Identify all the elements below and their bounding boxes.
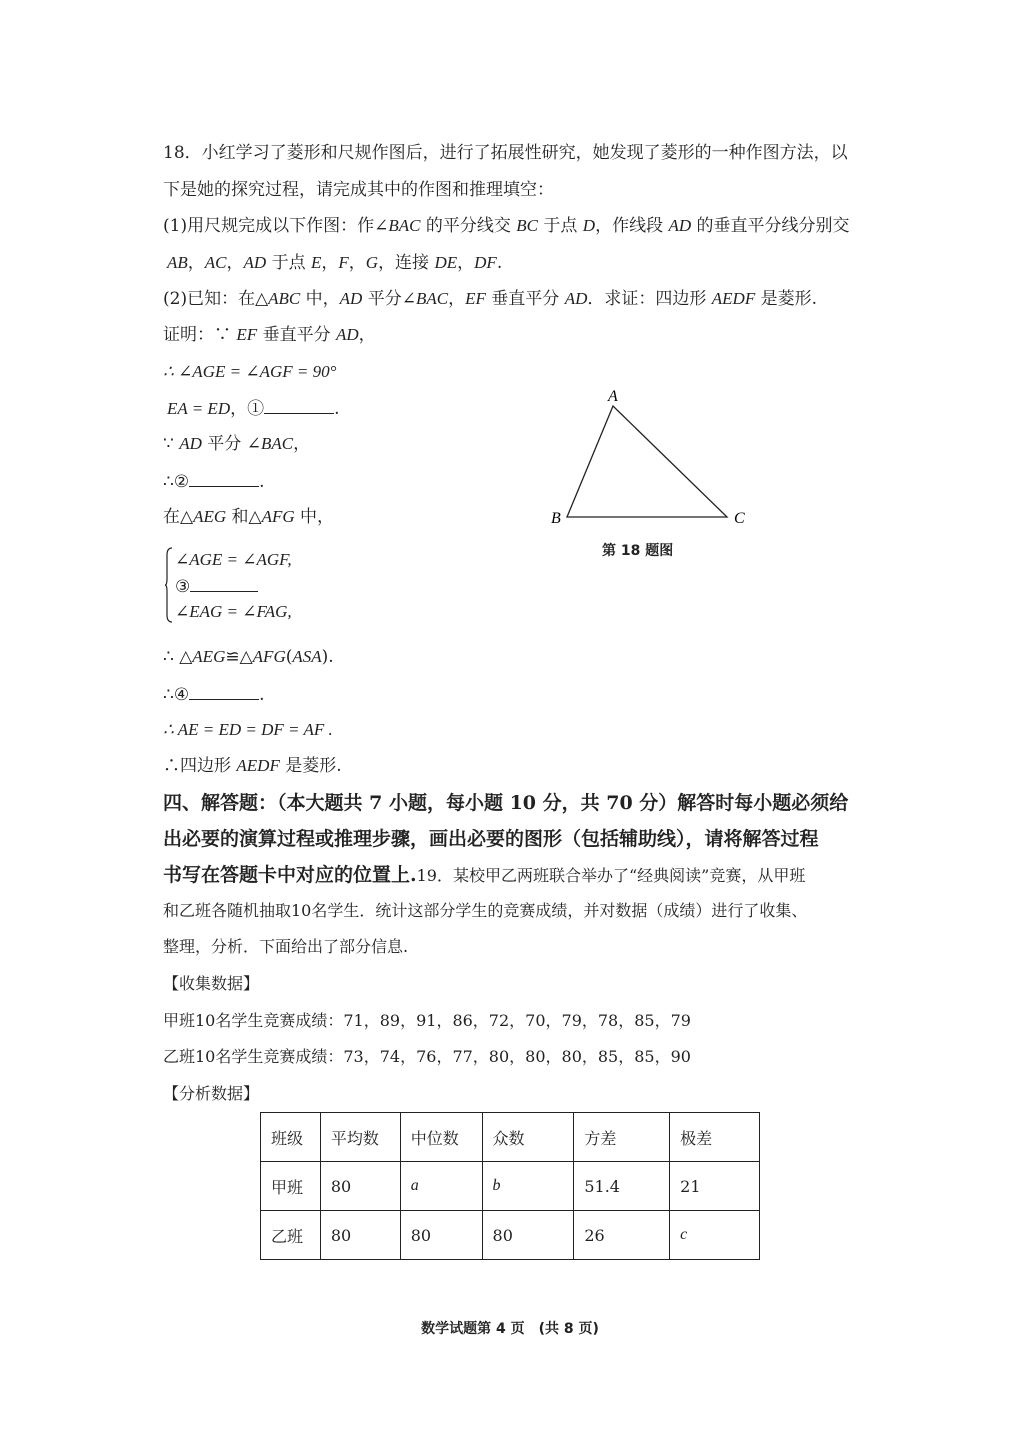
table-cell: 21	[670, 1162, 760, 1211]
analyze-data-header: 【分析数据】	[163, 1084, 260, 1103]
table-header-cell: 众数	[482, 1113, 574, 1162]
blank-2	[189, 470, 259, 487]
q18-part1-line2: AB，AC，AD 于点 E，F，G，连接 DE，DF.	[167, 253, 503, 273]
vertex-c-label: C	[734, 510, 745, 527]
q18-proof-start: 证明：∵ EF 垂直平分 AD，	[163, 325, 376, 345]
brace-condition-3: ∠EAG = ∠FAG,	[175, 602, 292, 621]
q18-step6: ∴ △AEG≌△AFG(ASA).	[163, 647, 334, 667]
table-cell: 甲班	[261, 1162, 321, 1211]
table-header-cell: 中位数	[400, 1113, 482, 1162]
table-header-cell: 平均数	[320, 1113, 400, 1162]
q18-step4: ∴② .	[163, 472, 265, 492]
table-row	[261, 1162, 760, 1211]
table-cell: 26	[574, 1211, 670, 1260]
triangle-abc-figure	[545, 385, 765, 535]
left-brace-icon	[165, 547, 173, 623]
blank-1	[264, 397, 334, 414]
table-header-cell: 班级	[261, 1113, 321, 1162]
section4-line1: 四、解答题：（本大题共 7 小题，每小题 10 分，共 70 分）解答时每小题必须给	[163, 792, 849, 814]
analysis-table	[260, 1112, 760, 1260]
table-header-cell: 极差	[670, 1113, 760, 1162]
table-cell: b	[482, 1162, 574, 1211]
q18-step5: 在△AEG 和△AFG 中，	[163, 507, 335, 527]
section4-line2: 出必要的演算过程或推理步骤，画出必要的图形（包括辅助线），请将解答过程	[163, 828, 819, 850]
table-cell: 乙班	[261, 1211, 321, 1260]
table-header-row	[261, 1113, 760, 1162]
q18-part1-line1: (1)用尺规完成以下作图：作∠BAC 的平分线交 BC 于点 D，作线段 AD 的垂直平分线分别交	[163, 216, 850, 236]
table-cell: 80	[400, 1211, 482, 1260]
collect-data-header: 【收集数据】	[163, 974, 260, 993]
class-b-scores: 乙班10名学生竞赛成绩：73，74，76，77，80，80，80，85，85，90	[163, 1047, 691, 1066]
blank-3	[190, 575, 258, 592]
page-footer: 数学试题第 4 页 (共 8 页)	[421, 1321, 599, 1337]
table-cell: 80	[320, 1211, 400, 1260]
q18-intro-line1: 18．小红学习了菱形和尺规作图后，进行了拓展性研究，她发现了菱形的一种作图方法，以	[163, 143, 848, 163]
table-header-cell: 方差	[574, 1113, 670, 1162]
brace-condition-2: ③	[175, 575, 258, 598]
table-cell: a	[400, 1162, 482, 1211]
q18-step2: EA = ED，① .	[167, 399, 340, 419]
q18-step1: ∴ ∠AGE = ∠AGF = 90°	[163, 362, 337, 381]
table-row	[261, 1211, 760, 1260]
q19-line3: 整理，分析．下面给出了部分信息.	[163, 937, 409, 956]
q18-part2-given: (2)已知：在△ABC 中，AD 平分∠BAC，EF 垂直平分 AD．求证：四边形 AEDF 是菱形.	[163, 289, 818, 309]
table-cell: 80	[320, 1162, 400, 1211]
table-cell: 51.4	[574, 1162, 670, 1211]
q18-step8: ∴ AE = ED = DF = AF .	[163, 720, 333, 739]
q18-intro-line2: 下是她的探究过程，请完成其中的作图和推理填空：	[163, 180, 554, 200]
q18-conclusion: ∴四边形 AEDF 是菱形.	[163, 756, 342, 776]
q18-step3: ∵ AD 平分 ∠BAC，	[163, 434, 311, 454]
table-cell: c	[670, 1211, 760, 1260]
class-a-scores: 甲班10名学生竞赛成绩：71，89，91，86，72，70，79，78，85，79	[163, 1011, 691, 1030]
brace-condition-1: ∠AGE = ∠AGF,	[175, 550, 292, 569]
blank-4	[189, 683, 259, 700]
q18-step7: ∴④ .	[163, 685, 265, 705]
table-cell: 80	[482, 1211, 574, 1260]
triangle-abc-shape	[567, 406, 727, 517]
vertex-a-label: A	[608, 388, 618, 405]
q19-line2: 和乙班各随机抽取10名学生．统计这部分学生的竞赛成绩，并对数据（成绩）进行了收集、	[163, 901, 808, 920]
figure-caption: 第 18 题图	[602, 543, 674, 559]
vertex-b-label: B	[551, 510, 561, 527]
section4-line3-with-q19: 书写在答题卡中对应的位置上.19．某校甲乙两班联合举办了“经典阅读”竞赛，从甲班	[163, 864, 806, 886]
